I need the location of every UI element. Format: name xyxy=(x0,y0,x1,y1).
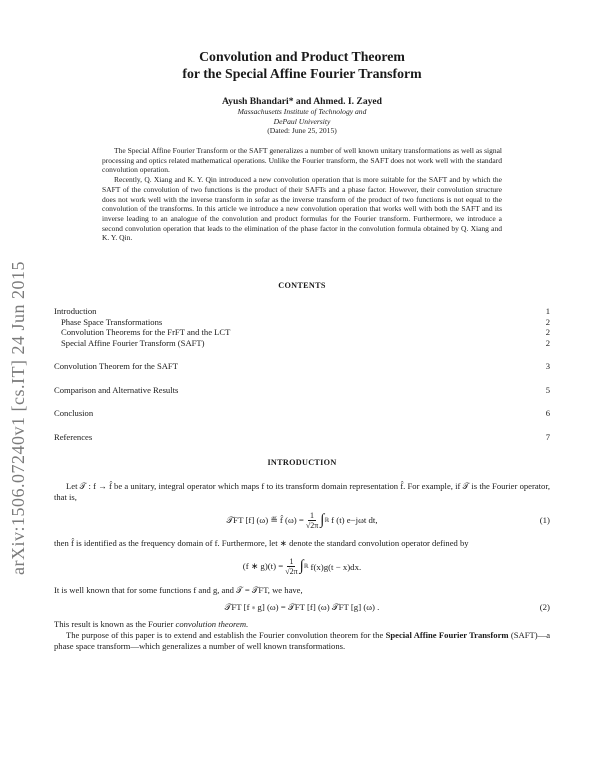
real-domain-subscript: ℝ xyxy=(303,564,309,571)
toc-entry-label: Convolution Theorems for the FrFT and the LCT xyxy=(61,327,231,338)
toc-entry-label: Phase Space Transformations xyxy=(61,316,163,327)
toc-entry[interactable] xyxy=(54,361,550,372)
title-line-2: for the Special Affine Fourier Transform xyxy=(182,66,422,81)
toc-entry-page: 2 xyxy=(545,327,550,338)
eq1-rhs: f (t) e−jωt dt, xyxy=(331,515,378,526)
toc-entry[interactable] xyxy=(54,317,550,328)
toc-entry-label: Introduction xyxy=(54,306,97,317)
intro-paragraph-5 xyxy=(54,630,550,651)
toc-entry-page: 2 xyxy=(545,337,550,348)
affiliation-2: DePaul University xyxy=(273,116,331,126)
intro-p5-bold: Special Affine Fourier Transform xyxy=(385,630,509,640)
equation-number-1: (1) xyxy=(539,515,550,526)
equation-number-2: (2) xyxy=(539,602,550,613)
intro-p4-emphasis: convolution theorem. xyxy=(175,619,249,630)
abstract-paragraph-1: The Special Affine Fourier Transform or the SAFT generalizes a number of well known unitary transformations as well as signal processing and optics related mathematical operations. Unlike the Fourier transform, the SAFT does not work well with the standard convolution operation. xyxy=(102,146,502,175)
toc-entry[interactable] xyxy=(54,327,550,338)
toc-entry-page: 6 xyxy=(545,408,550,419)
table-of-contents xyxy=(54,306,550,442)
real-domain-subscript: ℝ xyxy=(324,517,330,524)
conv-frac-numerator: 1 xyxy=(289,557,294,567)
toc-entry[interactable] xyxy=(54,385,550,396)
toc-entry[interactable] xyxy=(54,432,550,443)
intro-paragraph-2: then f̂ is identified as the frequency domain of f. Furthermore, let ∗ denote the standard convolution operator defined by xyxy=(54,538,469,549)
convolution-equation xyxy=(54,555,550,579)
eq2-body: 𝒯FT [f ∗ g] (ω) = 𝒯FT [f] (ω) 𝒯FT [g] (ω) . xyxy=(224,601,380,612)
toc-entry-page: 7 xyxy=(545,431,550,442)
integral-sign-icon: ∫ xyxy=(299,558,304,575)
toc-entry-label: Convolution Theorem for the SAFT xyxy=(54,361,178,372)
toc-entry-page: 3 xyxy=(545,361,550,372)
toc-entry-page: 2 xyxy=(545,316,550,327)
intro-paragraph-3: It is well known that for some functions f and g, and 𝒯 = 𝒯FT, we have, xyxy=(54,584,303,595)
affiliation-1: Massachusetts Institute of Technology and xyxy=(237,107,367,116)
conv-lhs: (f ∗ g)(t) = xyxy=(242,561,284,572)
eq1-fraction xyxy=(306,511,318,530)
integral-sign-icon: ∫ xyxy=(320,511,325,528)
eq1-frac-denominator: √2π xyxy=(305,520,319,530)
abstract xyxy=(102,146,502,243)
equation-1 xyxy=(54,508,550,532)
eq1-frac-numerator: 1 xyxy=(310,510,315,520)
intro-paragraph-1: Let 𝒯 : f → f̂ be a unitary, integral operator which maps f to its transform domain representation f̂. For example, if 𝒯 is the Fourier operator, that is, xyxy=(54,481,550,502)
toc-entry[interactable] xyxy=(54,408,550,419)
eq1-lhs: 𝒯FT [f] (ω) ≝ f̂ (ω) = xyxy=(226,514,304,525)
abstract-paragraph-2: Recently, Q. Xiang and K. Y. Qin introduced a new convolution operation that is more suitable for the SAFT and by which the SAFT of the convolution of two functions is the product of their SAFTs and a phase factor. However, their convolution structure does not work well with the inverse transform in sofar as the inverse transform of the product of two functions is not equal to the convolution of the transforms. In this article we introduce a new convolution operation that works well with both the SAFT and its inverse leading to an analogue of the convolution and product formulas for the Fourier transform. Furthermore, we introduce a second convolution operation that leads to the elimination of the phase factor in the convolution formula obtained by Q. Xiang and K. Y. Qin. xyxy=(102,175,502,243)
intro-p5-text-a: The purpose of this paper is to extend and establish the Fourier convolution theorem for the xyxy=(66,630,386,640)
intro-p4-text: This result is known as the Fourier xyxy=(54,619,176,630)
paper-page xyxy=(54,48,550,651)
toc-entry-label: Special Affine Fourier Transform (SAFT) xyxy=(61,337,205,348)
toc-entry[interactable] xyxy=(54,338,550,349)
conv-frac-denominator: √2π xyxy=(285,567,298,577)
toc-entry-page: 1 xyxy=(545,306,550,317)
equation-2 xyxy=(54,597,550,617)
toc-entry-label: Comparison and Alternative Results xyxy=(54,384,179,395)
conv-rhs: f(x)g(t − x)dx. xyxy=(310,561,362,572)
introduction-heading: INTRODUCTION xyxy=(267,458,337,468)
toc-entry-label: References xyxy=(54,431,93,442)
conv-fraction xyxy=(285,557,297,576)
toc-entry[interactable] xyxy=(54,306,550,317)
intro-paragraph-4 xyxy=(54,619,550,630)
date-line: (Dated: June 25, 2015) xyxy=(267,126,337,135)
authors: Ayush Bhandari* and Ahmed. I. Zayed xyxy=(221,96,383,107)
toc-entry-page: 5 xyxy=(545,384,550,395)
paper-title xyxy=(54,48,550,82)
intro-p5-text-b: (SAFT)—a phase space transform—which generalizes a number of well known transformations. xyxy=(54,630,551,651)
toc-entry-label: Conclusion xyxy=(54,408,94,419)
contents-heading: CONTENTS xyxy=(278,281,326,291)
title-line-1: Convolution and Product Theorem xyxy=(199,49,405,64)
arxiv-identifier: arXiv:1506.07240v1 [cs.IT] 24 Jun 2015 xyxy=(8,261,28,575)
